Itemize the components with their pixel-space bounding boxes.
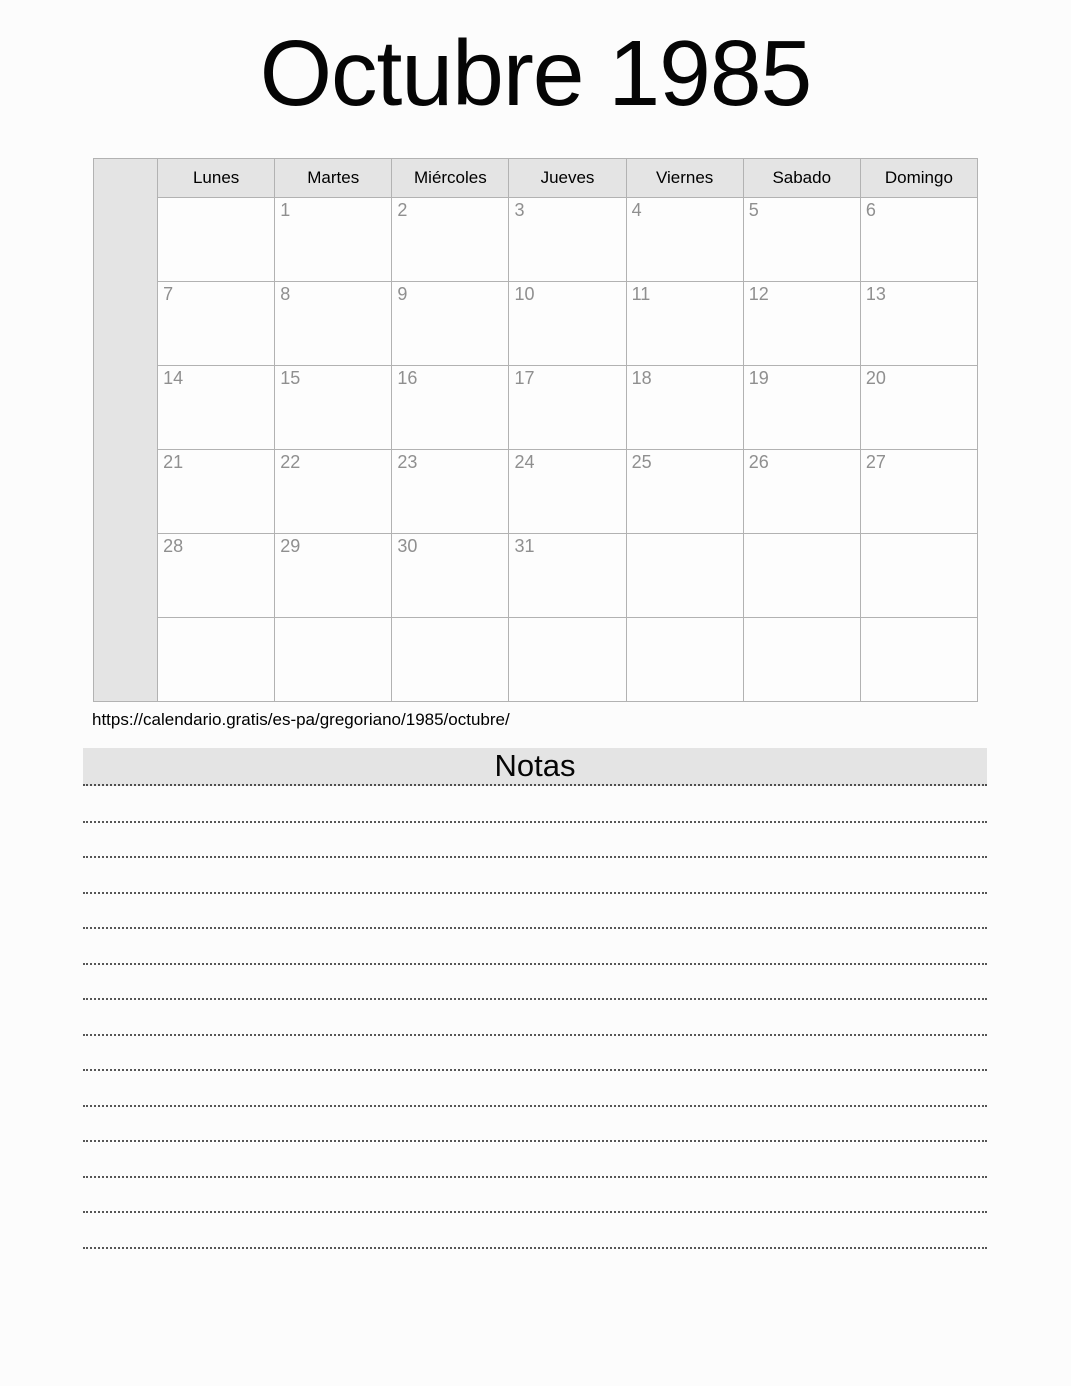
day-cell xyxy=(860,618,977,702)
day-cell: 30 xyxy=(392,534,509,618)
day-cell: 20 xyxy=(860,366,977,450)
day-cell: 14 xyxy=(158,366,275,450)
day-cell: 15 xyxy=(275,366,392,450)
notes-ruled-line xyxy=(83,894,987,930)
day-cell: 12 xyxy=(743,282,860,366)
day-cell xyxy=(158,618,275,702)
day-cell: 22 xyxy=(275,450,392,534)
day-cell: 11 xyxy=(626,282,743,366)
day-cell: 10 xyxy=(509,282,626,366)
notes-ruled-line xyxy=(83,929,987,965)
notes-header-bar xyxy=(83,748,987,786)
notes-title: Notas xyxy=(494,748,576,783)
day-cell: 16 xyxy=(392,366,509,450)
notes-ruled-line xyxy=(83,1036,987,1072)
day-cell: 21 xyxy=(158,450,275,534)
day-header-viernes: Viernes xyxy=(626,159,743,198)
source-url-text: https://calendario.gratis/es-pa/gregoriano/1985/octubre/ xyxy=(92,710,510,729)
day-cell: 28 xyxy=(158,534,275,618)
day-cell: 8 xyxy=(275,282,392,366)
week-gutter-column xyxy=(94,159,158,702)
day-cell: 31 xyxy=(509,534,626,618)
day-cell xyxy=(275,618,392,702)
day-cell: 25 xyxy=(626,450,743,534)
calendar-week-row xyxy=(94,282,978,366)
calendar-week-row xyxy=(94,198,978,282)
notes-ruled-line xyxy=(83,965,987,1001)
day-cell: 7 xyxy=(158,282,275,366)
day-cell: 13 xyxy=(860,282,977,366)
day-header-lunes: Lunes xyxy=(158,159,275,198)
day-header-jueves: Jueves xyxy=(509,159,626,198)
day-cell: 17 xyxy=(509,366,626,450)
calendar-week-row xyxy=(94,450,978,534)
calendar-week-row xyxy=(94,618,978,702)
day-cell: 24 xyxy=(509,450,626,534)
notes-ruled-line xyxy=(83,1213,987,1249)
calendar-header-row xyxy=(94,159,978,198)
day-cell xyxy=(626,534,743,618)
notes-ruled-line xyxy=(83,1107,987,1143)
day-cell: 29 xyxy=(275,534,392,618)
day-cell: 18 xyxy=(626,366,743,450)
day-cell: 2 xyxy=(392,198,509,282)
notes-ruled-line xyxy=(83,1142,987,1178)
calendar-week-row xyxy=(94,534,978,618)
notes-lines xyxy=(83,787,987,1249)
day-cell: 1 xyxy=(275,198,392,282)
notes-ruled-line xyxy=(83,1178,987,1214)
notes-ruled-line xyxy=(83,858,987,894)
notes-ruled-line xyxy=(83,823,987,859)
notes-ruled-line xyxy=(83,1071,987,1107)
day-cell: 19 xyxy=(743,366,860,450)
day-cell xyxy=(509,618,626,702)
day-header-martes: Martes xyxy=(275,159,392,198)
day-cell: 23 xyxy=(392,450,509,534)
day-cell: 4 xyxy=(626,198,743,282)
day-cell: 26 xyxy=(743,450,860,534)
day-cell xyxy=(860,534,977,618)
calendar-table xyxy=(93,158,978,702)
notes-ruled-line xyxy=(83,787,987,823)
day-header-miercoles: Miércoles xyxy=(392,159,509,198)
day-cell: 6 xyxy=(860,198,977,282)
day-cell xyxy=(158,198,275,282)
day-cell xyxy=(626,618,743,702)
day-header-sabado: Sabado xyxy=(743,159,860,198)
day-cell: 27 xyxy=(860,450,977,534)
day-cell xyxy=(743,534,860,618)
day-cell xyxy=(743,618,860,702)
day-cell: 5 xyxy=(743,198,860,282)
day-cell xyxy=(392,618,509,702)
calendar-week-row xyxy=(94,366,978,450)
page-title: Octubre 1985 xyxy=(259,21,812,125)
notes-ruled-line xyxy=(83,1000,987,1036)
day-cell: 3 xyxy=(509,198,626,282)
day-header-domingo: Domingo xyxy=(860,159,977,198)
day-cell: 9 xyxy=(392,282,509,366)
